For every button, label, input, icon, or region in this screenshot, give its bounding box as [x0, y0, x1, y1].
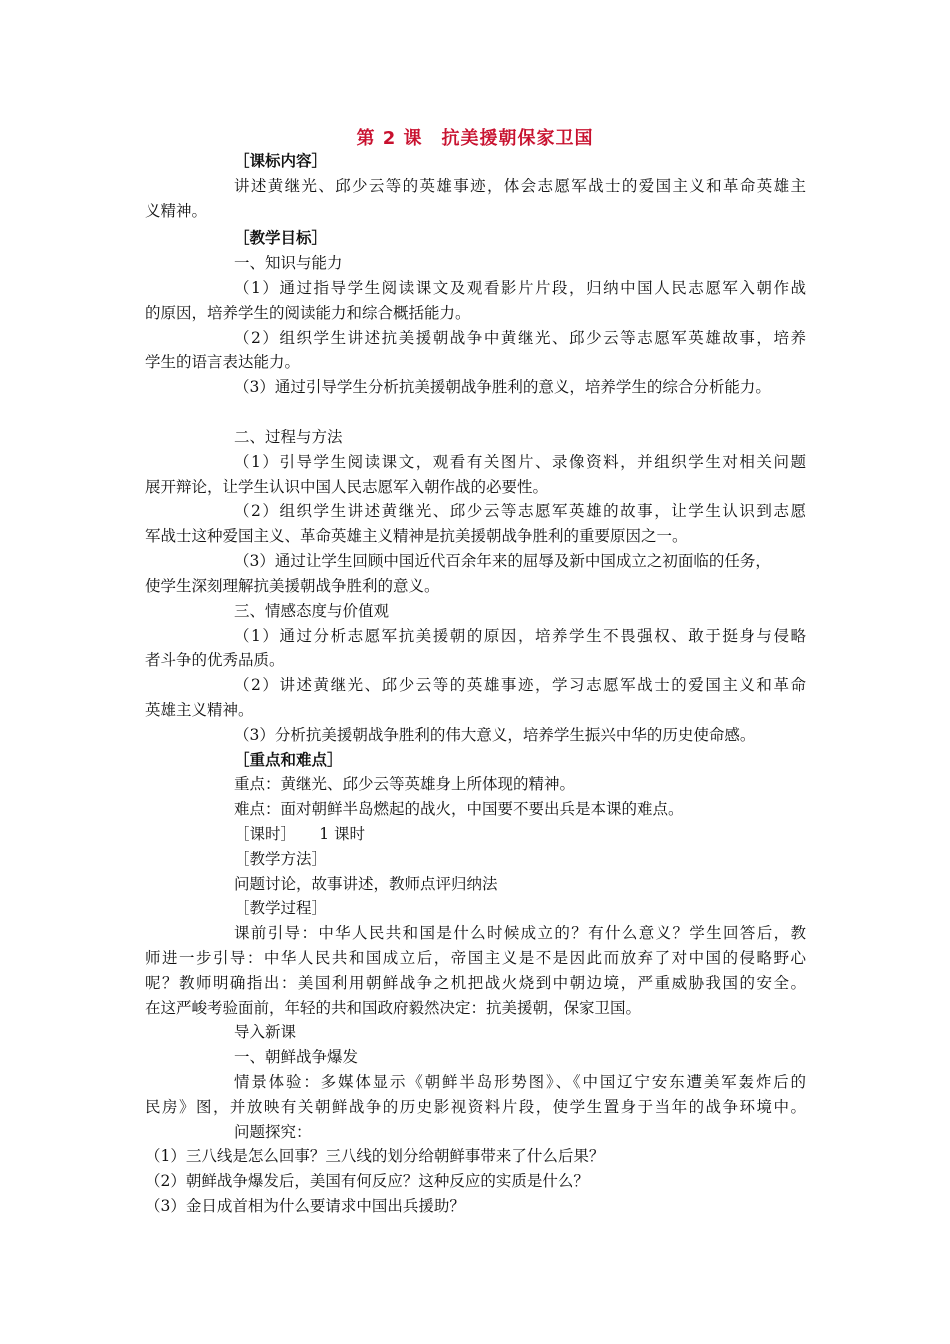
paragraph-line: 师进一步引导：中华人民共和国成立后，帝国主义是不是因此而放弃了对中国的侵略野心 [145, 949, 806, 967]
paragraph-line: 呢？教师明确指出：美国利用朝鲜战争之机把战火烧到中朝边境，严重威胁我国的安全。 [145, 974, 806, 992]
section-heading: ［课标内容］ [234, 152, 328, 170]
paragraph-line: 民房》图，并放映有关朝鲜战争的历史影视资料片段，使学生置身于当年的战争环境中。 [145, 1098, 806, 1116]
paragraph-line: 军战士这种爱国主义、革命英雄主义精神是抗美援朝战争胜利的重要原因之一。 [145, 527, 688, 545]
paragraph-line: 者斗争的优秀品质。 [145, 651, 285, 669]
paragraph-line: 情景体验：多媒体显示《朝鲜半岛形势图》、《中国辽宁安东遭美军轰炸后的 [234, 1073, 806, 1091]
paragraph-line: 问题探究： [234, 1123, 312, 1141]
paragraph-line: （2）组织学生讲述黄继光、邱少云等志愿军英雄的故事，让学生认识到志愿 [234, 502, 806, 520]
paragraph-line: （2）组织学生讲述抗美援朝战争中黄继光、邱少云等志愿军英雄故事，培养 [234, 329, 806, 347]
paragraph-line: （1）引导学生阅读课文，观看有关图片、录像资料，并组织学生对相关问题 [234, 453, 806, 471]
question-item: （2）朝鲜战争爆发后，美国有何反应？这种反应的实质是什么？ [145, 1172, 589, 1190]
section-heading: ［教学目标］ [234, 229, 328, 247]
paragraph-line: （3）分析抗美援朝战争胜利的伟大意义，培养学生振兴中华的历史使命感。 [234, 726, 756, 744]
question-item: （1）三八线是怎么回事？三八线的划分给朝鲜事带来了什么后果？ [145, 1147, 605, 1165]
paragraph-line: 义精神。 [145, 202, 208, 220]
subsection-heading: 导入新课 [234, 1023, 297, 1041]
paragraph-line: （3）通过让学生回顾中国近代百余年来的屈辱及新中国成立之初面临的任务， [234, 552, 771, 570]
paragraph-line: 英雄主义精神。 [145, 701, 254, 719]
page-title: 第 2 课 抗美援朝保家卫国 [356, 128, 594, 149]
question-item: （3）金日成首相为什么要请求中国出兵援助？ [145, 1197, 465, 1215]
paragraph-line: （3）通过引导学生分析抗美援朝战争胜利的意义，培养学生的综合分析能力。 [234, 378, 771, 396]
paragraph-line: 难点：面对朝鲜半岛燃起的战火，中国要不要出兵是本课的难点。 [234, 800, 684, 818]
paragraph-line: （1）通过指导学生阅读课文及观看影片片段，归纳中国人民志愿军入朝作战 [234, 279, 806, 297]
paragraph-line: 重点：黄继光、邱少云等英雄身上所体现的精神。 [234, 775, 576, 793]
paragraph-line: 课前引导：中华人民共和国是什么时候成立的？有什么意义？学生回答后，教 [234, 924, 806, 942]
subsection-heading: 三、情感态度与价值观 [234, 602, 390, 620]
paragraph-line: 展开辩论，让学生认识中国人民志愿军入朝作战的必要性。 [145, 478, 549, 496]
subsection-heading: 一、知识与能力 [234, 254, 343, 272]
subsection-heading: 一、朝鲜战争爆发 [234, 1048, 359, 1066]
section-heading: ［重点和难点］ [234, 751, 343, 769]
subsection-heading: 二、过程与方法 [234, 428, 343, 446]
paragraph-line: 讲述黄继光、邱少云等的英雄事迹，体会志愿军战士的爱国主义和革命英雄主 [234, 177, 806, 195]
paragraph-line: 的原因，培养学生的阅读能力和综合概括能力。 [145, 304, 471, 322]
paragraph-line: 问题讨论，故事讲述，教师点评归纳法 [234, 875, 498, 893]
section-heading: ［教学过程］ [234, 899, 328, 917]
section-heading: ［课时］ 1 课时 [234, 825, 366, 843]
paragraph-line: 使学生深刻理解抗美援朝战争胜利的意义。 [145, 577, 440, 595]
paragraph-line: 学生的语言表达能力。 [145, 353, 301, 371]
paragraph-line: （2）讲述黄继光、邱少云等的英雄事迹，学习志愿军战士的爱国主义和革命 [234, 676, 806, 694]
paragraph-line: 在这严峻考验面前，年轻的共和国政府毅然决定：抗美援朝，保家卫国。 [145, 999, 642, 1017]
section-heading: ［教学方法］ [234, 850, 328, 868]
paragraph-line: （1）通过分析志愿军抗美援朝的原因，培养学生不畏强权、敢于挺身与侵略 [234, 627, 806, 645]
